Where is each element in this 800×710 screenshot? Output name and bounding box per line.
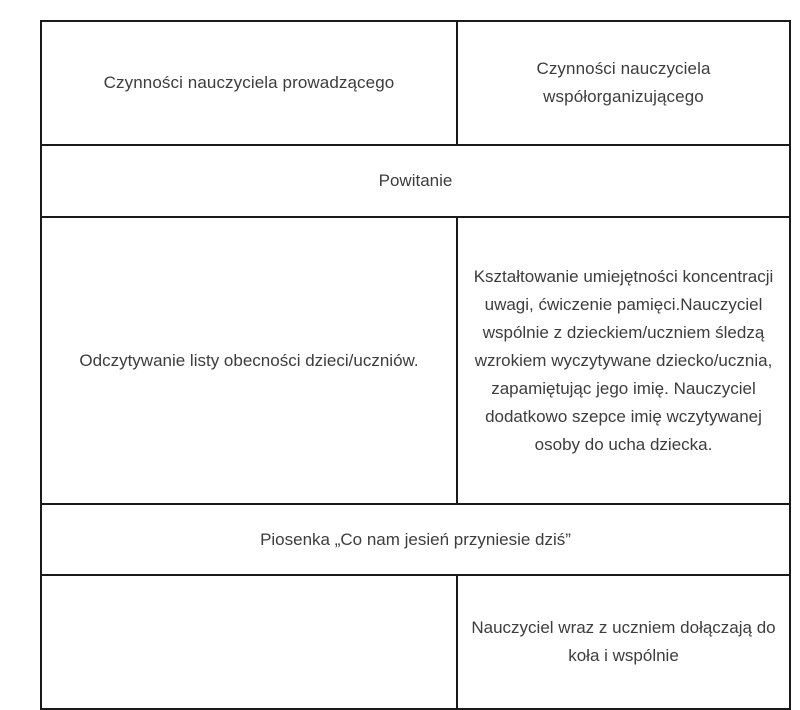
- cell-lista-obecnosci-left: Odczytywanie listy obecności dzieci/uczniów.: [41, 217, 457, 504]
- table-row-powitanie: [41, 145, 790, 217]
- cell-kolo-right: Nauczyciel wraz z uczniem dołączają do koła i wspólnie: [457, 575, 790, 709]
- cell-kolo-left: [41, 575, 457, 709]
- lesson-plan-table-container: [40, 20, 776, 710]
- table-header-row: [41, 21, 790, 145]
- cell-piosenka: Piosenka „Co nam jesień przyniesie dziś”: [41, 504, 790, 575]
- column-header-teacher-coorganizing: Czynności nauczyciela współorganizującego: [457, 21, 790, 145]
- lesson-plan-table: [40, 20, 791, 710]
- cell-lista-obecnosci-right: Kształtowanie umiejętności koncentracji uwagi, ćwiczenie pamięci.Nauczyciel wspólnie z dzieckiem/uczniem śledzą wzrokiem wyczytywane dziecko/ucznia, zapamiętując jego imię. Nauczyciel dodatkowo szepce imię wczytywanej osoby do ucha dziecka.: [457, 217, 790, 504]
- cell-powitanie: Powitanie: [41, 145, 790, 217]
- table-row-piosenka: [41, 504, 790, 575]
- column-header-teacher-leading: Czynności nauczyciela prowadzącego: [41, 21, 457, 145]
- table-row-kolo: [41, 575, 790, 709]
- table-row-lista-obecnosci: [41, 217, 790, 504]
